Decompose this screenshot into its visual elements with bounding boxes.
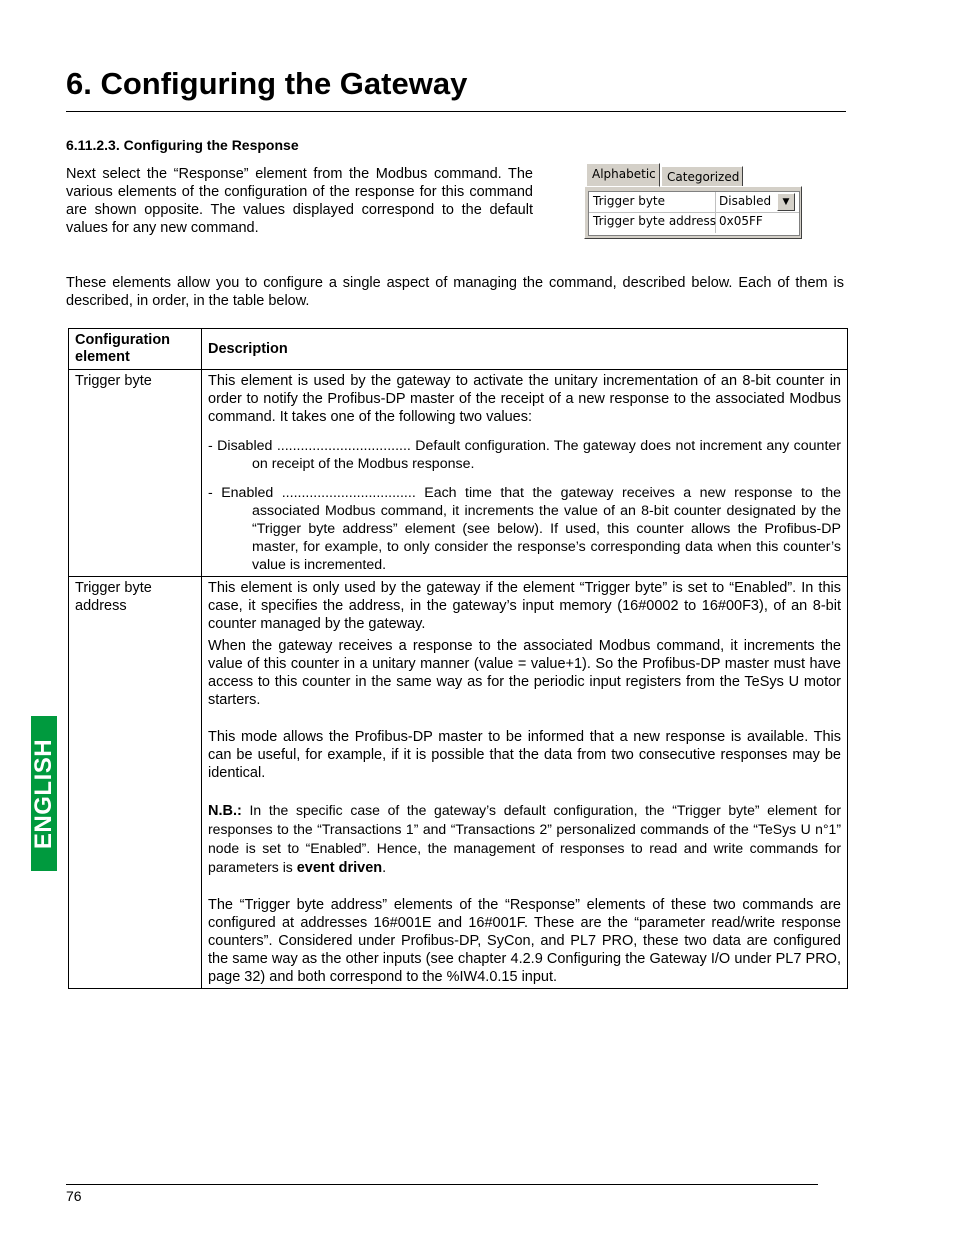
note-emphasis: event driven [296, 860, 383, 876]
element-description [202, 577, 848, 989]
column-header: Description [202, 329, 848, 370]
title-divider [66, 111, 846, 112]
dropdown-arrow-icon[interactable]: ▼ [777, 193, 795, 211]
table-row [69, 370, 848, 577]
element-description [202, 370, 848, 577]
property-value[interactable]: 0x05FF [719, 214, 763, 228]
property-value[interactable]: Disabled [719, 194, 772, 208]
description-text: This mode allows the Profibus-DP master to be informed that a new response is available. This can be useful, for example, if it is possible that the data from two consecutive responses may be identical. [208, 729, 841, 781]
language-label: ENGLISH [30, 738, 57, 849]
property-grid-panel [584, 186, 802, 239]
note-label: N.B.: [208, 803, 242, 819]
description-text: The “Trigger byte address” elements of the “Response” elements of these two commands are configured at addresses 16#001E and 16#001F. These are the “parameter read/write response counters”. Considered under Profibus-DP, SyCon, and PL7 PRO, these two data are configured the same way as the other inputs (see chapter 4.2.9 Configuring the Gateway I/O under PL7 PRO, page 32) and both correspond to the %IW4.0.15 input. [208, 897, 841, 985]
element-name: Trigger byte [69, 370, 202, 577]
column-header: Configuration element [69, 329, 202, 370]
description-text: This element is only used by the gateway if the element “Trigger byte” is set to “Enabled”. In this case, it specifies the address, in the gateway’s input memory (16#0002 to 16#00F3), of an 8-bit counter managed by the gateway. [208, 580, 841, 632]
note-text: In the specific case of the gateway’s default configuration, the “Trigger byte” element for responses to the “Transactions 1” and “Transactions 2” personalized commands of the “TeSys U n°1” node is set to “Enabled”. Hence, the management of responses to read and write commands for parameters is [208, 802, 841, 875]
page-number: 76 [66, 1188, 82, 1204]
description-text: This element is used by the gateway to activate the unitary incrementation of an 8-bit counter in order to notify the Profibus-DP master of the receipt of a new response to the associated Modbus command. It takes one of the following two values: [208, 373, 841, 425]
section-heading: 6.11.2.3. Configuring the Response [66, 137, 299, 153]
note-paragraph [208, 801, 841, 877]
table-header-row [69, 329, 848, 370]
property-name: Trigger byte [593, 194, 666, 208]
description-text: When the gateway receives a response to the associated Modbus command, it increments the value of this counter in a unitary manner (value = value+1). So the Profibus-DP master must have access to this counter in the same way as for the periodic input registers from the TeSys U motor starters. [208, 638, 841, 708]
tab-categorized[interactable]: Categorized [661, 166, 743, 187]
element-name: Trigger byte address [69, 577, 202, 989]
intro-paragraph: Next select the “Response” element from the Modbus command. The various elements of the configuration of the response for this command are shown opposite. The values displayed correspond to the default values for any new command. [66, 166, 533, 236]
property-row-trigger-byte[interactable] [589, 192, 799, 213]
language-tab [31, 716, 57, 871]
value-disabled: - Disabled .................................. Default configuration. The gateway does not increment any counter on receipt of the Modbus response. [208, 438, 841, 472]
footer-divider [66, 1184, 818, 1185]
property-grid [584, 163, 802, 239]
table-row [69, 577, 848, 989]
property-row-trigger-byte-address[interactable] [589, 212, 799, 232]
configuration-table [68, 328, 848, 989]
tab-alphabetic[interactable]: Alphabetic [586, 163, 660, 187]
property-list [588, 191, 800, 236]
value-enabled: - Enabled .................................. Each time that the gateway receives a new response to the associated Modbus command, it increments the value of an 8-bit counter designated by the “Trigger byte address” element (see below). If used, this counter allows the Profibus-DP master, for example, to only consider the response’s corresponding data when this counter’s value is incremented. [208, 485, 841, 573]
note-end: . [382, 860, 387, 876]
page-title: 6. Configuring the Gateway [66, 66, 468, 101]
description-paragraph: These elements allow you to configure a single aspect of managing the command, described below. Each of them is described, in order, in the table below. [66, 275, 844, 309]
property-name: Trigger byte address [593, 214, 716, 228]
